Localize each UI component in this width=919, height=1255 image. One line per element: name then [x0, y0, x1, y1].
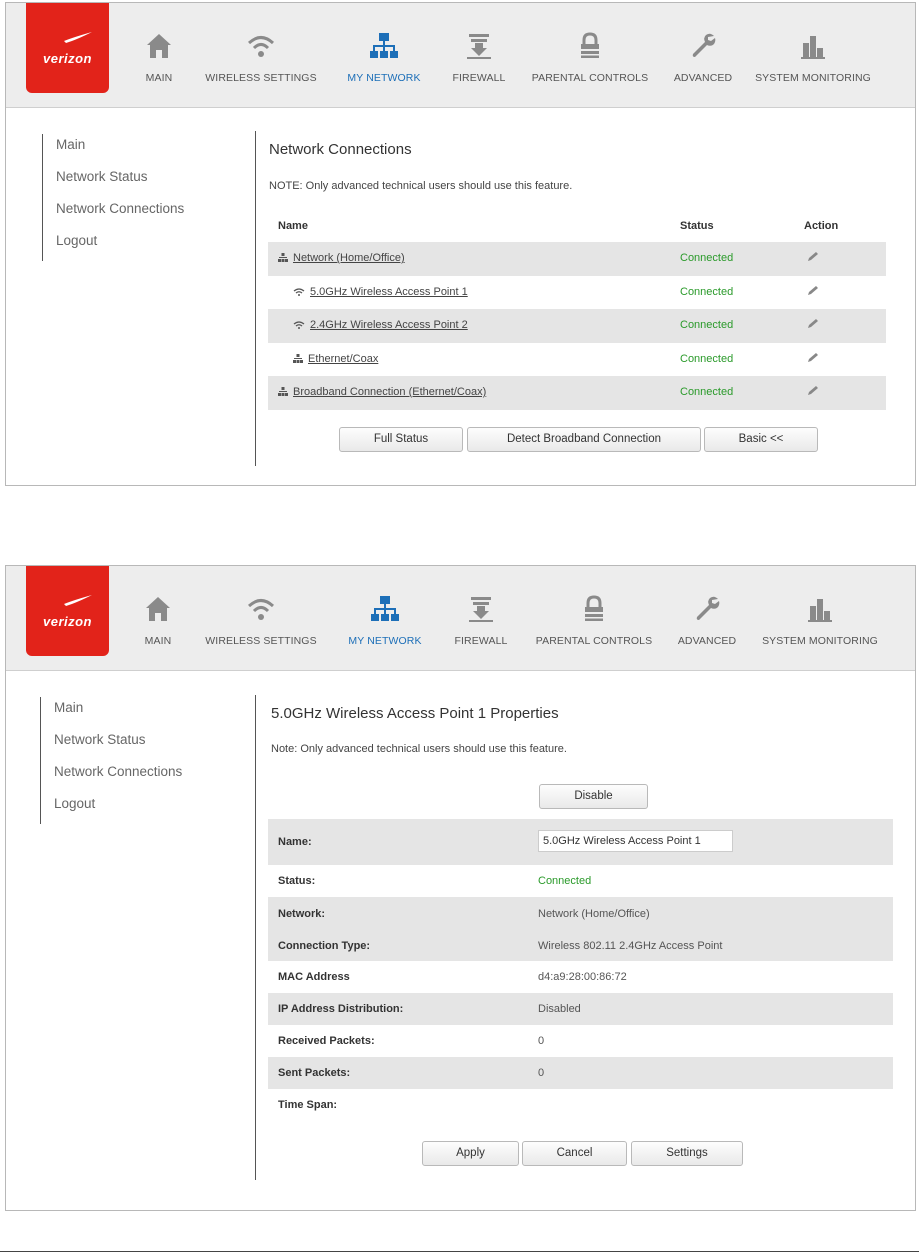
- bar-chart-icon: [798, 31, 828, 61]
- check-swoosh-icon: [62, 31, 94, 45]
- network-icon: [278, 387, 288, 396]
- nav-label: MAIN: [145, 72, 173, 84]
- nav-firewall[interactable]: [453, 594, 509, 647]
- property-label: Received Packets:: [278, 1035, 375, 1047]
- nav-label: MY NETWORK: [348, 635, 422, 647]
- connection-name-link[interactable]: Broadband Connection (Ethernet/Coax): [278, 386, 486, 398]
- sidebar-item-network-status[interactable]: Network Status: [56, 169, 148, 184]
- property-row: [268, 1057, 893, 1089]
- check-swoosh-icon: [62, 594, 94, 608]
- wrench-icon: [692, 594, 722, 624]
- column-header-action: Action: [804, 220, 839, 232]
- connection-name-link[interactable]: 2.4GHz Wireless Access Point 2: [293, 319, 468, 331]
- connection-name-link[interactable]: Network (Home/Office): [278, 252, 405, 264]
- name-label: Name:: [278, 836, 312, 848]
- firewall-icon: [466, 594, 496, 624]
- edit-pencil-icon[interactable]: [806, 285, 820, 297]
- nav-main[interactable]: [137, 31, 181, 84]
- nav-main[interactable]: [136, 594, 180, 647]
- content-divider: [255, 131, 256, 466]
- property-row: [268, 865, 893, 897]
- nav-label: FIREWALL: [452, 72, 506, 84]
- status-value: Connected: [538, 875, 592, 887]
- property-row: [268, 1089, 893, 1121]
- nav-label: SYSTEM MONITORING: [755, 72, 871, 84]
- sidebar-item-network-status[interactable]: Network Status: [54, 732, 146, 747]
- verizon-logo[interactable]: [26, 566, 109, 656]
- edit-pencil-icon[interactable]: [806, 251, 820, 263]
- nav-label: PARENTAL CONTROLS: [531, 72, 649, 84]
- advanced-note: NOTE: Only advanced technical users should use this feature.: [269, 180, 573, 192]
- network-icon: [369, 31, 399, 61]
- property-row: [268, 993, 893, 1025]
- nav-label: SYSTEM MONITORING: [762, 635, 878, 647]
- top-header: [6, 566, 915, 671]
- nav-system-monitoring[interactable]: [761, 594, 879, 647]
- nav-advanced[interactable]: [673, 31, 733, 84]
- logo-wordmark: verizon: [42, 614, 92, 629]
- nav-wireless-settings[interactable]: [202, 31, 320, 84]
- logo-wordmark: verizon: [42, 51, 92, 66]
- wifi-icon: [246, 594, 276, 624]
- nav-label: WIRELESS SETTINGS: [205, 635, 317, 647]
- full-status-button[interactable]: Full Status: [339, 427, 463, 452]
- column-header-status: Status: [680, 220, 714, 232]
- home-icon: [143, 594, 173, 624]
- disable-button[interactable]: Disable: [539, 784, 648, 809]
- table-row: [268, 309, 886, 343]
- sidebar-item-network-connections[interactable]: Network Connections: [56, 201, 185, 216]
- sidebar-item-logout[interactable]: Logout: [54, 796, 96, 811]
- table-row: [268, 376, 886, 410]
- nav-wireless-settings[interactable]: [202, 594, 320, 647]
- content-divider: [255, 695, 256, 1180]
- nav-label: PARENTAL CONTROLS: [535, 635, 653, 647]
- top-header: [6, 3, 915, 108]
- status-badge: Connected: [680, 285, 734, 298]
- sidebar-item-main[interactable]: Main: [54, 700, 84, 715]
- sidebar-item-main[interactable]: Main: [56, 137, 86, 152]
- name-input[interactable]: [538, 830, 733, 852]
- page-title: 5.0GHz Wireless Access Point 1 Properties: [271, 705, 559, 722]
- verizon-logo[interactable]: [26, 3, 109, 93]
- network-connections-screen: [5, 2, 916, 486]
- advanced-note: Note: Only advanced technical users should use this feature.: [271, 743, 567, 755]
- status-badge: Connected: [680, 352, 734, 365]
- nav-label: FIREWALL: [454, 635, 508, 647]
- connection-name-link[interactable]: Ethernet/Coax: [293, 353, 378, 365]
- network-icon: [278, 253, 288, 262]
- basic-view-button[interactable]: Basic <<: [704, 427, 818, 452]
- nav-my-network[interactable]: [344, 594, 426, 647]
- settings-button[interactable]: Settings: [631, 1141, 743, 1166]
- nav-label: WIRELESS SETTINGS: [205, 72, 317, 84]
- property-value: d4:a9:28:00:86:72: [538, 971, 627, 983]
- property-label: Network:: [278, 908, 326, 920]
- name-row: [268, 819, 893, 865]
- firewall-icon: [464, 31, 494, 61]
- nav-parental-controls[interactable]: [530, 31, 650, 84]
- edit-pencil-icon[interactable]: [806, 318, 820, 330]
- wifi-icon: [246, 31, 276, 61]
- nav-label: ADVANCED: [673, 72, 733, 84]
- property-label: Status:: [278, 875, 316, 887]
- property-label: Connection Type:: [278, 940, 371, 952]
- apply-button[interactable]: Apply: [422, 1141, 519, 1166]
- sidebar-item-logout[interactable]: Logout: [56, 233, 98, 248]
- property-row: [268, 1025, 893, 1057]
- bar-chart-icon: [805, 594, 835, 624]
- table-row: [268, 242, 886, 276]
- sidebar-nav: [40, 697, 231, 824]
- property-value: Wireless 802.11 2.4GHz Access Point: [538, 940, 723, 952]
- network-icon: [293, 354, 303, 363]
- connection-name-link[interactable]: 5.0GHz Wireless Access Point 1: [293, 286, 468, 298]
- edit-pencil-icon[interactable]: [806, 385, 820, 397]
- nav-system-monitoring[interactable]: [755, 31, 871, 84]
- nav-my-network[interactable]: [343, 31, 425, 84]
- lock-icon: [579, 594, 609, 624]
- property-row: [268, 961, 893, 993]
- sidebar-nav: [42, 134, 233, 261]
- page-bottom-rule: [0, 1251, 919, 1252]
- table-row: [268, 276, 886, 310]
- property-label: Time Span:: [278, 1099, 338, 1111]
- table-row: [268, 343, 886, 377]
- nav-label: MAIN: [144, 635, 172, 647]
- property-value: 0: [538, 1067, 545, 1079]
- sidebar-item-network-connections[interactable]: Network Connections: [54, 764, 183, 779]
- nav-parental-controls[interactable]: [533, 594, 655, 647]
- network-icon: [370, 594, 400, 624]
- column-header-name: Name: [278, 220, 308, 232]
- status-badge: Connected: [680, 252, 734, 264]
- nav-firewall[interactable]: [451, 31, 507, 84]
- wifi-icon: [293, 320, 305, 329]
- nav-advanced[interactable]: [676, 594, 738, 647]
- property-value: 0: [538, 1035, 545, 1047]
- status-badge: Connected: [680, 386, 734, 398]
- property-label: IP Address Distribution:: [278, 1003, 404, 1015]
- home-icon: [144, 31, 174, 61]
- property-value: Network (Home/Office): [538, 908, 650, 920]
- status-badge: Connected: [680, 319, 734, 331]
- wifi-icon: [293, 287, 305, 296]
- page-title: Network Connections: [269, 141, 412, 158]
- property-value: Disabled: [538, 1003, 581, 1015]
- nav-label: ADVANCED: [677, 635, 737, 647]
- lock-icon: [575, 31, 605, 61]
- property-row: [268, 897, 893, 961]
- access-point-properties-screen: [5, 565, 916, 1211]
- wrench-icon: [688, 31, 718, 61]
- detect-broadband-button[interactable]: Detect Broadband Connection: [467, 427, 701, 452]
- edit-pencil-icon[interactable]: [806, 352, 820, 364]
- cancel-button[interactable]: Cancel: [522, 1141, 627, 1166]
- property-label: Sent Packets:: [278, 1067, 351, 1079]
- nav-label: MY NETWORK: [347, 72, 421, 84]
- property-label: MAC Address: [278, 971, 350, 983]
